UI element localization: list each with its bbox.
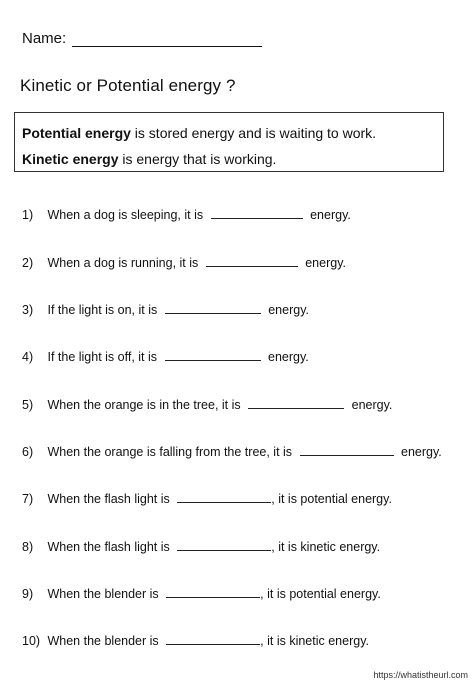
question-text-after: , it is kinetic energy. — [260, 634, 369, 648]
name-field-row — [22, 30, 262, 47]
question-number: 5) — [22, 398, 34, 412]
question-text-after: , it is kinetic energy. — [271, 540, 381, 554]
question-item — [22, 208, 351, 222]
question-text-after: energy. — [401, 445, 442, 459]
answer-blank[interactable] — [177, 540, 271, 551]
question-number: 9) — [22, 587, 34, 601]
potential-definition — [22, 120, 436, 146]
question-number: 8) — [22, 540, 34, 554]
question-text-before: When the flash light is — [47, 492, 170, 506]
answer-blank[interactable] — [177, 492, 271, 503]
question-text-before: If the light is on, it is — [47, 303, 158, 317]
question-number: 3) — [22, 303, 34, 317]
question-text-after: , it is potential energy. — [260, 587, 381, 601]
answer-blank[interactable] — [166, 634, 260, 645]
question-text-after: , it is potential energy. — [271, 492, 392, 506]
definition-box — [14, 112, 444, 172]
question-item — [22, 398, 392, 412]
question-item — [22, 634, 369, 648]
question-number: 4) — [22, 350, 34, 364]
kinetic-term: Kinetic energy — [22, 151, 119, 167]
name-label: Name: — [22, 30, 67, 47]
question-item — [22, 303, 309, 317]
question-number: 2) — [22, 256, 34, 270]
footer-url[interactable]: https://whatistheurl.com — [373, 670, 468, 680]
question-text-before: If the light is off, it is — [47, 350, 158, 364]
question-item — [22, 350, 309, 364]
question-text-before: When the blender is — [47, 587, 159, 601]
answer-blank[interactable] — [166, 587, 260, 598]
kinetic-definition — [22, 146, 436, 172]
question-item — [22, 540, 380, 554]
question-text-before: When the blender is — [47, 634, 159, 648]
question-item — [22, 256, 346, 270]
question-text-after: energy. — [305, 256, 346, 270]
question-text-after: energy. — [268, 303, 309, 317]
answer-blank[interactable] — [206, 256, 298, 267]
answer-blank[interactable] — [211, 208, 303, 219]
answer-blank[interactable] — [165, 350, 261, 361]
question-number: 10) — [22, 634, 41, 648]
potential-term: Potential energy — [22, 125, 131, 141]
question-text-before: When the orange is falling from the tree, it is — [47, 445, 293, 459]
question-number: 1) — [22, 208, 34, 222]
name-input-line[interactable] — [72, 32, 262, 47]
kinetic-text: is energy that is working. — [118, 151, 277, 167]
answer-blank[interactable] — [248, 398, 344, 409]
question-text-after: energy. — [268, 350, 309, 364]
question-text-before: When a dog is sleeping, it is — [47, 208, 204, 222]
worksheet-title: Kinetic or Potential energy ? — [20, 76, 236, 95]
answer-blank[interactable] — [300, 445, 394, 456]
question-number: 7) — [22, 492, 34, 506]
answer-blank[interactable] — [165, 303, 261, 314]
question-item — [22, 445, 442, 459]
question-text-before: When a dog is running, it is — [47, 256, 199, 270]
question-item — [22, 587, 381, 601]
question-text-before: When the orange is in the tree, it is — [47, 398, 241, 412]
question-text-after: energy. — [351, 398, 393, 412]
question-number: 6) — [22, 445, 34, 459]
question-text-before: When the flash light is — [47, 540, 170, 554]
potential-text: is stored energy and is waiting to work. — [130, 125, 377, 141]
question-item — [22, 492, 392, 506]
question-text-after: energy. — [310, 208, 351, 222]
